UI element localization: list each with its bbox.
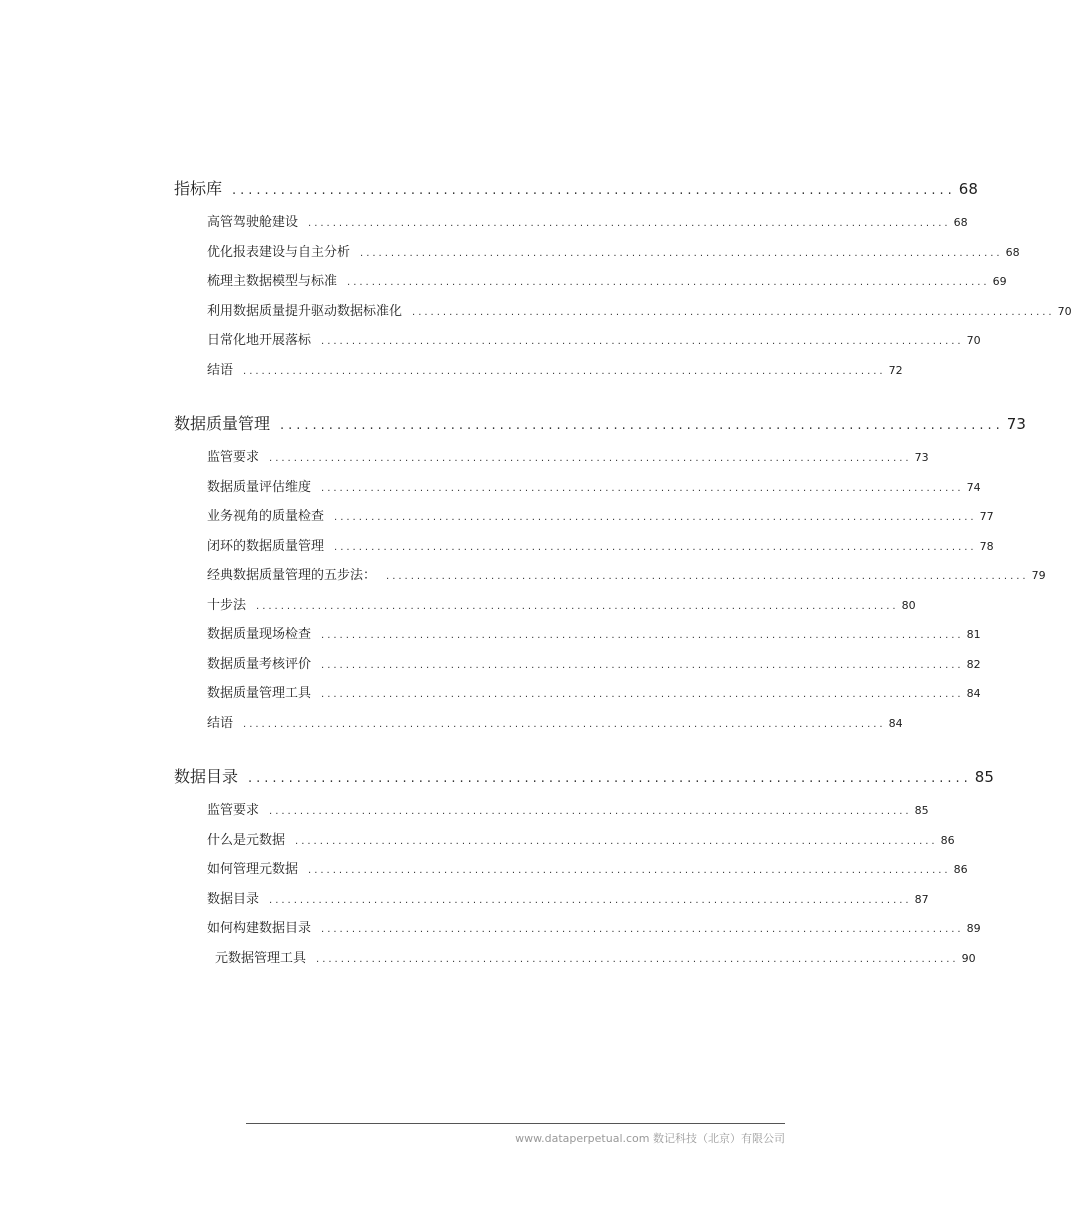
dot-leader: ........................................................................................................ xyxy=(316,953,959,965)
toc-entry-page: 86 xyxy=(953,863,968,876)
toc-entry-level2[interactable] xyxy=(174,443,929,473)
toc-entry-page: 86 xyxy=(940,833,955,847)
toc-entry-title: 元数据管理工具 xyxy=(215,950,307,966)
dot-leader: ........................................................................................................ xyxy=(256,600,899,612)
toc-entry-title: 十步法 xyxy=(207,597,247,613)
toc-entry-level2[interactable] xyxy=(174,561,1046,591)
toc-entry-title: 监管要求 xyxy=(207,803,260,818)
toc-entry-title: 利用数据质量提升驱动数据标准化 xyxy=(207,303,403,319)
toc-entry-page: 85 xyxy=(974,768,994,786)
toc-entry-level1[interactable] xyxy=(174,758,994,796)
toc-entry-page: 72 xyxy=(888,363,903,377)
toc-entry-title: 结语 xyxy=(207,715,234,731)
toc-entry-level1[interactable] xyxy=(174,405,1026,443)
footer-company-text: www.dataperpetual.com 数记科技（北京）有限公司 xyxy=(515,1132,785,1145)
toc-entry-page: 68 xyxy=(958,180,978,198)
toc-entry-title: 数据质量管理工具 xyxy=(207,686,312,701)
toc-entry-page: 77 xyxy=(979,510,994,523)
toc-entry-title: 如何管理元数据 xyxy=(207,862,299,877)
toc-entry-level2[interactable] xyxy=(174,238,1020,268)
toc-entry-level2[interactable] xyxy=(174,532,994,562)
toc-entry-title: 梳理主数据模型与标准 xyxy=(207,274,338,289)
dot-leader: ......................................................................................... xyxy=(280,418,1004,433)
toc-entry-level2[interactable] xyxy=(174,620,981,650)
dot-leader: ........................................................................................................ xyxy=(295,835,938,847)
toc-entry-level2[interactable] xyxy=(174,591,916,621)
toc-entry-level2[interactable] xyxy=(174,709,903,739)
toc-entry-level2[interactable] xyxy=(174,914,981,944)
toc-entry-page: 73 xyxy=(1006,415,1026,433)
toc-section xyxy=(174,170,1072,385)
toc-entry-title: 如何构建数据目录 xyxy=(207,921,312,936)
toc-section xyxy=(174,758,994,973)
toc-entry-title: 什么是元数据 xyxy=(207,832,286,848)
toc-entry-page: 70 xyxy=(1057,304,1072,318)
toc-entry-page: 73 xyxy=(914,451,929,464)
toc-entry-level2[interactable] xyxy=(174,267,1007,297)
toc-entry-page: 87 xyxy=(914,892,929,906)
toc-entry-title: 数据质量考核评价 xyxy=(207,656,312,672)
toc-entry-page: 85 xyxy=(914,804,929,817)
dot-leader: ........................................................................................................ xyxy=(334,541,977,553)
dot-leader: ........................................................................................................ xyxy=(347,277,990,288)
toc-entry-page: 68 xyxy=(953,216,968,229)
dot-leader: ........................................................................................................ xyxy=(243,718,886,730)
toc-entry-page: 78 xyxy=(979,539,994,553)
toc-entry-level2[interactable] xyxy=(174,650,981,680)
toc-entry-level2[interactable] xyxy=(174,679,981,709)
dot-leader: ........................................................................................................ xyxy=(386,571,1029,582)
toc-entry-title: 日常化地开展落标 xyxy=(207,333,312,348)
dot-leader: ........................................................................................................ xyxy=(412,306,1055,318)
toc-entry-page: 68 xyxy=(1005,245,1020,259)
toc-entry-page: 80 xyxy=(901,598,916,612)
dot-leader: ........................................................................................................ xyxy=(308,865,951,876)
toc-entry-title: 闭环的数据质量管理 xyxy=(207,538,325,554)
toc-entry-level2[interactable] xyxy=(174,356,903,386)
dot-leader: ........................................................................................................ xyxy=(321,482,964,494)
table-of-contents xyxy=(174,170,1072,993)
dot-leader: ........................................................................................................ xyxy=(321,336,964,347)
toc-entry-title: 高管驾驶舱建设 xyxy=(207,215,299,230)
toc-entry-title: 数据质量现场检查 xyxy=(207,627,312,642)
dot-leader: ........................................................................................................ xyxy=(308,218,951,229)
toc-entry-page: 82 xyxy=(966,657,981,671)
dot-leader: ........................................................................................................ xyxy=(269,894,912,906)
toc-entry-level2[interactable] xyxy=(174,473,981,503)
toc-entry-page: 69 xyxy=(992,275,1007,288)
toc-entry-level2[interactable] xyxy=(174,855,968,885)
footer-divider xyxy=(246,1123,785,1124)
toc-entry-title: 数据目录 xyxy=(174,767,239,786)
toc-section xyxy=(174,405,1046,738)
toc-entry-level2[interactable] xyxy=(174,796,929,826)
toc-entry-page: 90 xyxy=(961,951,976,965)
toc-entry-title: 指标库 xyxy=(174,179,223,198)
toc-entry-page: 79 xyxy=(1031,569,1046,582)
dot-leader: ........................................................................................................ xyxy=(321,630,964,641)
dot-leader: ........................................................................................................ xyxy=(334,512,977,523)
dot-leader: ........................................................................................................ xyxy=(360,247,1003,259)
dot-leader: ........................................................................................................ xyxy=(269,806,912,817)
toc-entry-level2[interactable] xyxy=(174,208,968,238)
toc-entry-page: 81 xyxy=(966,628,981,641)
toc-entry-level2[interactable] xyxy=(174,885,929,915)
toc-entry-level2[interactable] xyxy=(174,502,994,532)
toc-entry-page: 84 xyxy=(888,716,903,730)
toc-entry-level2[interactable] xyxy=(174,944,976,974)
toc-entry-page: 89 xyxy=(966,922,981,935)
toc-entry-level1[interactable] xyxy=(174,170,978,208)
toc-entry-title: 数据目录 xyxy=(207,891,260,907)
toc-entry-title: 数据质量管理 xyxy=(174,414,271,433)
toc-entry-page: 70 xyxy=(966,334,981,347)
toc-entry-title: 经典数据质量管理的五步法： xyxy=(207,568,377,583)
dot-leader: ......................................................................................... xyxy=(232,183,956,198)
toc-entry-level2[interactable] xyxy=(174,826,955,856)
toc-entry-title: 监管要求 xyxy=(207,450,260,465)
dot-leader: ........................................................................................................ xyxy=(269,453,912,464)
toc-entry-level2[interactable] xyxy=(174,297,1072,327)
dot-leader: ........................................................................................................ xyxy=(321,689,964,700)
dot-leader: ........................................................................................................ xyxy=(321,924,964,935)
toc-entry-page: 84 xyxy=(966,687,981,700)
toc-entry-level2[interactable] xyxy=(174,326,981,356)
toc-entry-title: 优化报表建设与自主分析 xyxy=(207,244,351,260)
toc-entry-page: 74 xyxy=(966,480,981,494)
toc-entry-title: 结语 xyxy=(207,362,234,378)
dot-leader: ......................................................................................... xyxy=(248,771,972,786)
dot-leader: ........................................................................................................ xyxy=(243,365,886,377)
toc-entry-title: 业务视角的质量检查 xyxy=(207,509,325,524)
toc-entry-title: 数据质量评估维度 xyxy=(207,479,312,495)
dot-leader: ........................................................................................................ xyxy=(321,659,964,671)
